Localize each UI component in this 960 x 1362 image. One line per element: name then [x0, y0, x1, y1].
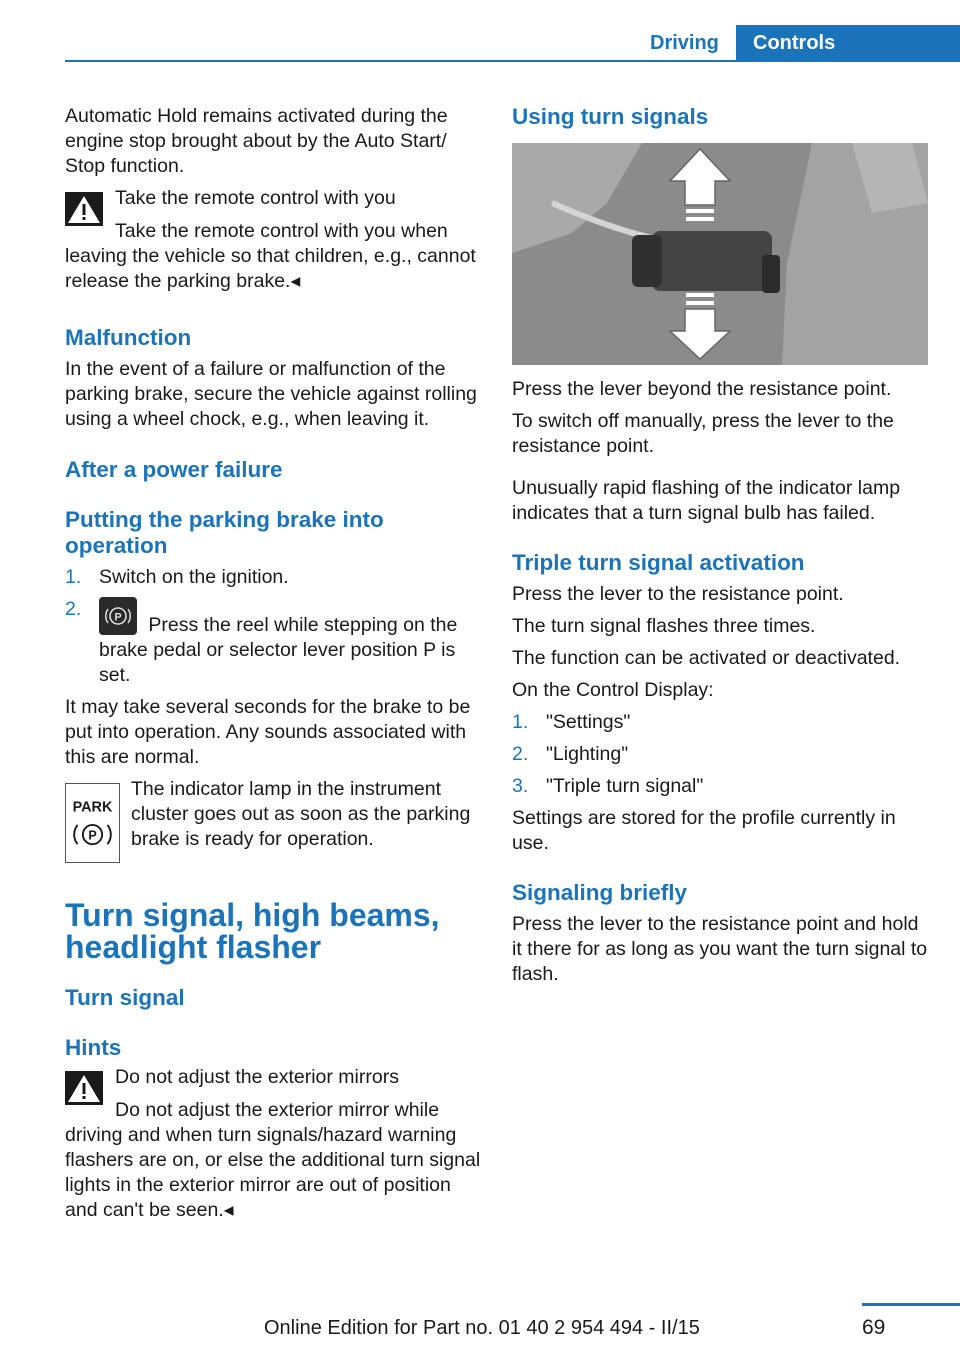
step-number: 1.: [512, 711, 529, 733]
malfunction-paragraph: In the event of a failure or malfunction of the parking brake, secure the vehicle against rolling using a wheel chock, e.g., when leaving it.: [65, 358, 477, 430]
parking-brake-button-icon: [99, 597, 137, 635]
putting-into-operation-heading: Putting the parking brake into operation: [65, 507, 384, 558]
control-display-paragraph: On the Control Display:: [512, 679, 714, 701]
list-item: [512, 710, 930, 735]
hints-heading: Hints: [65, 1035, 122, 1060]
warning-title: Do not adjust the exterior mirrors: [115, 1066, 399, 1088]
triple-activation-paragraph: The function can be activated or deactivated.: [512, 647, 901, 669]
header-chapter-tab: Controls: [736, 25, 960, 62]
signaling-briefly-paragraph: Press the lever to the resistance point and hold it there for as long as you want the turn signal to flash.: [512, 913, 928, 985]
signaling-briefly-heading: Signaling briefly: [512, 880, 688, 905]
remote-control-warning: [65, 186, 481, 294]
warning-icon: [65, 1071, 103, 1105]
warning-body: Do not adjust the exterior mirror while driving and when turn signals/hazard warning flashers are on, or else the additional turn signal lights in the exterior mirror are out of position and can't be seen.◂: [65, 1099, 481, 1221]
warning-icon: [65, 192, 103, 226]
turn-signal-lever-photo: [512, 143, 928, 365]
warning-title: Take the remote control with you: [115, 187, 396, 209]
exterior-mirror-warning: [65, 1065, 481, 1223]
step-text: "Lighting": [546, 743, 629, 765]
delay-paragraph: It may take several seconds for the brake to be put into operation. Any sounds associated with this are normal.: [65, 696, 471, 768]
left-column: [65, 104, 481, 1230]
settings-stored-paragraph: Settings are stored for the profile currently in use.: [512, 807, 896, 854]
svg-text:P: P: [114, 611, 122, 624]
list-item: [512, 774, 930, 799]
step-text: Press the reel while stepping on the brake pedal or selector lever position P is set.: [99, 614, 458, 686]
auto-hold-paragraph: Automatic Hold remains activated during the engine stop brought about by the Auto Start/ Stop function.: [65, 105, 448, 177]
chapter-title: Turn signal, high beams, headlight flasher: [65, 897, 440, 965]
step-number: 1.: [65, 566, 82, 588]
rapid-flashing-paragraph: Unusually rapid flashing of the indicator lamp indicates that a turn signal bulb has failed.: [512, 477, 901, 524]
step-text: "Triple turn signal": [546, 775, 704, 797]
page-number: 69: [862, 1316, 886, 1339]
menu-path-steps: [512, 710, 930, 799]
step-number: 2.: [512, 743, 529, 765]
header-section-label: Driving: [650, 32, 719, 54]
header-rule: [65, 60, 960, 62]
park-label: PARK: [72, 799, 113, 816]
step-number: 3.: [512, 775, 529, 797]
step-text: Switch on the ignition.: [99, 566, 289, 588]
turn-signal-heading: Turn signal: [65, 985, 185, 1010]
step-text: "Settings": [546, 711, 631, 733]
triple-turn-signal-heading: Triple turn signal activation: [512, 550, 805, 575]
list-item: [65, 597, 481, 688]
list-item: [512, 742, 930, 767]
indicator-lamp-text: The indicator lamp in the instrument cluster goes out as soon as the parking brake is ready for operation.: [131, 778, 471, 850]
triple-press-paragraph: Press the lever to the resistance point.: [512, 583, 844, 605]
triple-flashes-paragraph: The turn signal flashes three times.: [512, 615, 816, 637]
malfunction-heading: Malfunction: [65, 325, 192, 350]
step-number: 2.: [65, 598, 82, 620]
switch-off-paragraph: To switch off manually, press the lever to the resistance point.: [512, 410, 894, 457]
power-failure-heading: After a power failure: [65, 457, 283, 482]
right-column: [512, 104, 930, 994]
using-turn-signals-heading: Using turn signals: [512, 104, 709, 129]
activation-steps: [65, 565, 481, 688]
list-item: [65, 565, 481, 590]
press-beyond-paragraph: Press the lever beyond the resistance point.: [512, 378, 892, 400]
footer-rule: [862, 1303, 960, 1306]
warning-body: Take the remote control with you when leaving the vehicle so that children, e.g., cannot release the parking brake.◂: [65, 220, 476, 292]
indicator-lamp-note: [65, 777, 481, 861]
edition-note: Online Edition for Part no. 01 40 2 954 494 - II/15: [264, 1317, 700, 1339]
park-indicator-icon: [65, 783, 120, 863]
svg-text:P: P: [88, 828, 97, 843]
